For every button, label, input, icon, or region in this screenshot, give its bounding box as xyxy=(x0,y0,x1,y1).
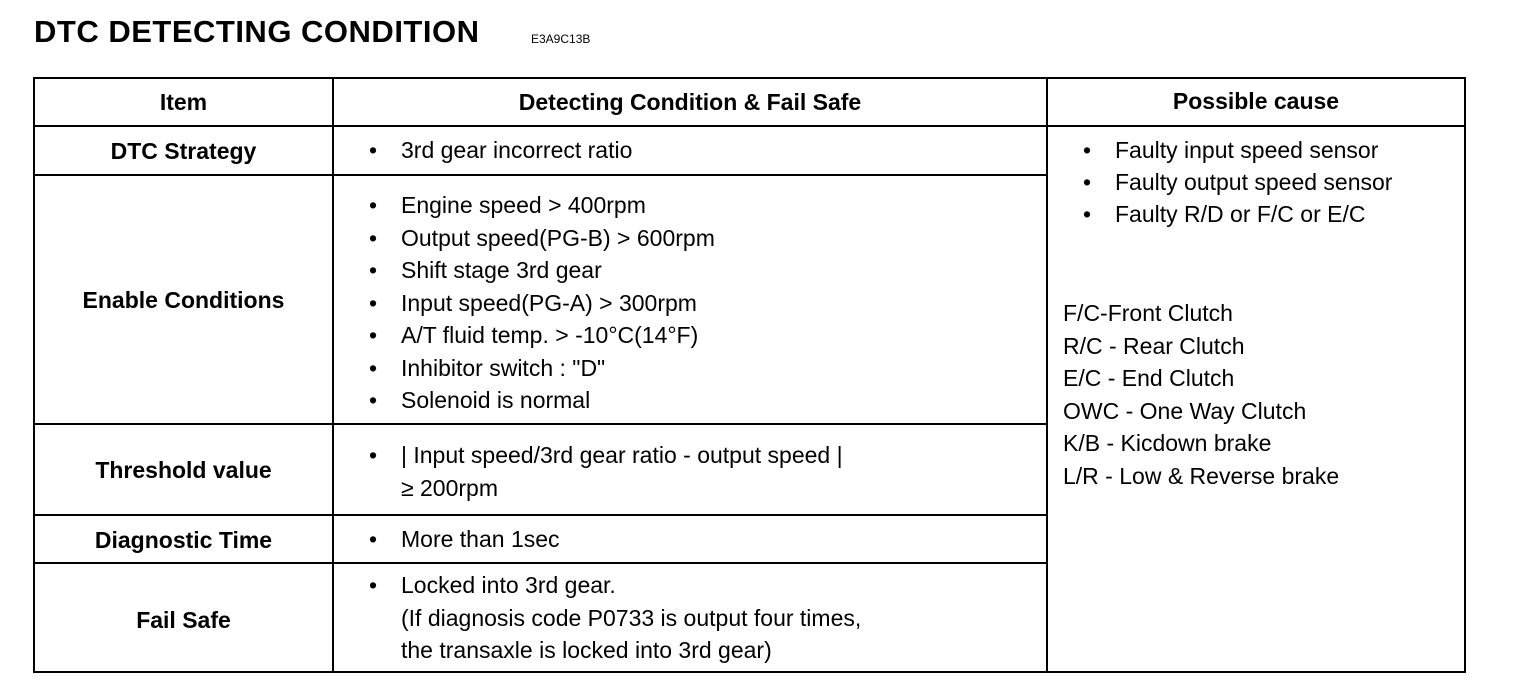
header-detecting-condition: Detecting Condition & Fail Safe xyxy=(518,89,862,115)
row-content-threshold-value xyxy=(369,439,843,504)
row-divider xyxy=(33,174,1048,176)
bullet-line xyxy=(369,134,632,167)
row-content-enable-conditions xyxy=(369,189,715,417)
continuation-line: (If diagnosis code P0733 is output four times, xyxy=(401,604,862,631)
bullet-dot: • xyxy=(369,289,378,316)
cause-text: Faulty output speed sensor xyxy=(1115,169,1393,195)
condition-text: | Input speed/3rd gear ratio - output speed | xyxy=(401,442,843,468)
cause-text: Faulty R/D or F/C or E/C xyxy=(1115,201,1366,227)
row-label-enable-conditions: Enable Conditions xyxy=(82,287,285,313)
table-border-bottom xyxy=(33,671,1466,673)
bullet-dot: • xyxy=(369,387,378,413)
bullet-dot: • xyxy=(369,572,378,598)
condition-text: Locked into 3rd gear. xyxy=(401,572,616,598)
row-divider xyxy=(33,514,1048,516)
bullet-line xyxy=(369,189,715,222)
bullet-dot: • xyxy=(369,137,378,163)
bullet-dot: • xyxy=(369,322,378,348)
condition-text: Input speed(PG-A) > 300rpm xyxy=(401,289,697,316)
bullet-line xyxy=(369,254,715,287)
bullet-dot: • xyxy=(369,257,378,283)
condition-text: Inhibitor switch : "D" xyxy=(401,354,606,381)
row-label-fail-safe: Fail Safe xyxy=(136,607,231,633)
bullet-dot: • xyxy=(369,192,378,218)
abbreviation-item: OWC - One Way Clutch xyxy=(1063,397,1307,424)
condition-text: Solenoid is normal xyxy=(401,387,591,413)
condition-text: 3rd gear incorrect ratio xyxy=(401,137,633,163)
bullet-dot: • xyxy=(369,526,378,552)
bullet-dot: • xyxy=(369,224,378,251)
bullet-line xyxy=(369,319,715,352)
bullet-dot: • xyxy=(1083,169,1092,195)
bullet-line xyxy=(369,569,861,602)
abbreviation-item: F/C-Front Clutch xyxy=(1063,300,1233,326)
cause-text: Faulty input speed sensor xyxy=(1115,137,1379,163)
row-content-fail-safe xyxy=(369,569,861,667)
bullet-line xyxy=(1083,134,1392,166)
table-border-top xyxy=(33,77,1466,79)
column-divider-1 xyxy=(332,77,334,673)
bullet-dot: • xyxy=(369,354,378,381)
bullet-line xyxy=(369,523,560,556)
bullet-line xyxy=(1083,166,1392,198)
continuation-line: the transaxle is locked into 3rd gear) xyxy=(401,637,772,663)
condition-text: More than 1sec xyxy=(401,526,560,552)
header-item: Item xyxy=(159,89,208,115)
condition-text: Shift stage 3rd gear xyxy=(401,257,602,283)
bullet-dot: • xyxy=(1083,137,1092,163)
column-divider-2 xyxy=(1046,77,1048,673)
bullet-line xyxy=(369,439,843,472)
row-divider xyxy=(33,423,1048,425)
table-border-left xyxy=(33,77,35,673)
abbreviation-item: L/R - Low & Reverse brake xyxy=(1063,462,1340,489)
abbreviation-item: K/B - Kicdown brake xyxy=(1063,430,1272,456)
condition-text: A/T fluid temp. > -10°C(14°F) xyxy=(401,322,699,348)
document-code: E3A9C13B xyxy=(531,32,591,46)
row-label-diagnostic-time: Diagnostic Time xyxy=(94,527,273,553)
abbreviation-item: R/C - Rear Clutch xyxy=(1063,332,1245,359)
bullet-line xyxy=(369,352,715,385)
row-content-diagnostic-time xyxy=(369,523,560,556)
header-divider xyxy=(33,125,1466,127)
abbreviation-list xyxy=(1063,297,1339,492)
row-label-dtc-strategy: DTC Strategy xyxy=(110,138,257,164)
page-title: DTC DETECTING CONDITION xyxy=(34,14,480,49)
continuation-line: ≥ 200rpm xyxy=(401,474,498,501)
dtc-table xyxy=(33,77,1466,673)
abbreviation-item: E/C - End Clutch xyxy=(1063,365,1235,391)
possible-cause-list xyxy=(1083,134,1392,230)
bullet-line xyxy=(369,222,715,255)
condition-text: Output speed(PG-B) > 600rpm xyxy=(401,224,715,251)
bullet-dot: • xyxy=(1083,201,1092,227)
bullet-line xyxy=(369,384,715,417)
bullet-dot: • xyxy=(369,442,378,468)
row-divider xyxy=(33,562,1048,564)
row-content-dtc-strategy xyxy=(369,134,632,167)
bullet-line xyxy=(1083,198,1392,230)
table-border-right xyxy=(1464,77,1466,673)
condition-text: Engine speed > 400rpm xyxy=(401,192,646,218)
header-possible-cause: Possible cause xyxy=(1172,88,1340,114)
row-label-threshold-value: Threshold value xyxy=(95,457,272,483)
bullet-line xyxy=(369,287,715,320)
